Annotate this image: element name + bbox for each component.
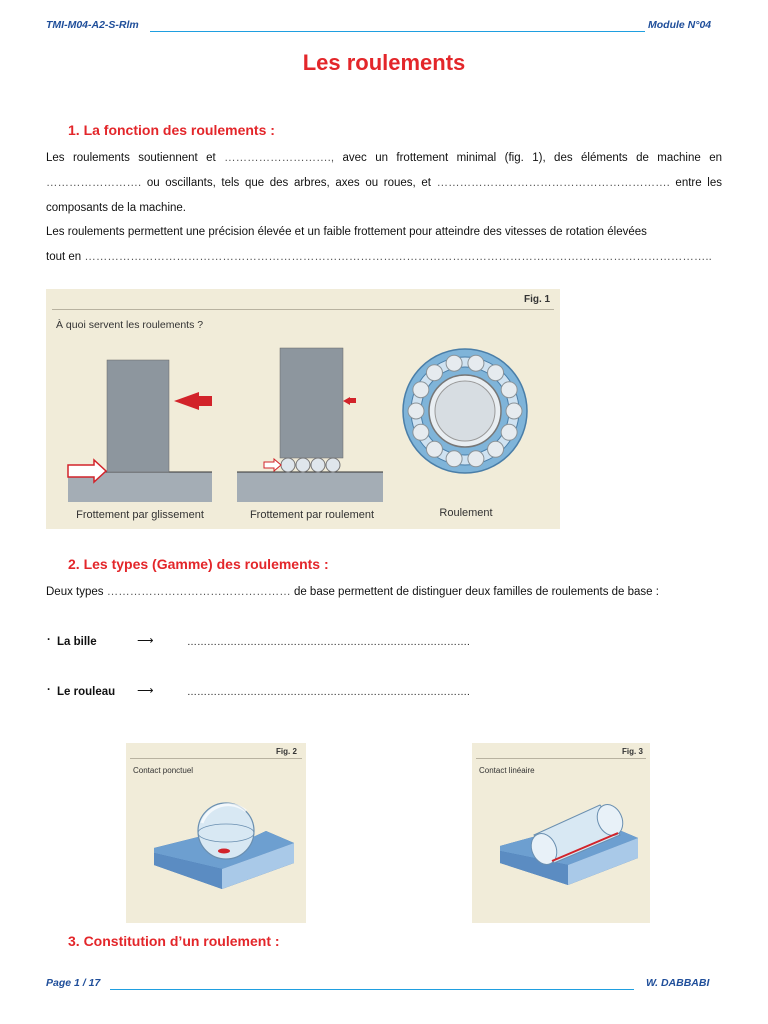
ground-block xyxy=(237,472,383,502)
footer-rule xyxy=(110,989,634,990)
roller xyxy=(326,458,340,472)
figure-2 xyxy=(126,743,306,923)
friction-arrow-outline-small xyxy=(264,459,281,471)
figure-question: À quoi servent les roulements ? xyxy=(56,319,204,331)
bearing-ball xyxy=(488,441,504,457)
arrow-icon: ⟶ xyxy=(137,685,154,697)
text: Les roulements soutiennent et xyxy=(46,152,216,164)
blank-dots: ……………………. xyxy=(46,177,142,189)
bearing-ball xyxy=(501,382,517,398)
figure-label: Fig. 2 xyxy=(276,747,297,756)
header-right: Module N°04 xyxy=(648,19,712,31)
figure-3 xyxy=(472,743,650,923)
text: entre les xyxy=(675,177,722,189)
text: avec un frottement minimal (fig. 1), des éléments de machine en xyxy=(342,152,722,164)
footer-left: Page 1 / 17 xyxy=(46,977,101,989)
blank-dots: ……………………………………………………. xyxy=(436,177,670,189)
section2-line xyxy=(46,580,659,605)
header-left: TMI-M04-A2-S-Rlm xyxy=(46,19,139,31)
item-label: Le rouleau xyxy=(57,686,116,698)
push-bar xyxy=(349,398,356,403)
bearing-ball xyxy=(468,355,484,371)
line-contact-illustration xyxy=(472,743,650,923)
item-label: La bille xyxy=(57,636,97,648)
bearing-ball xyxy=(426,365,442,381)
section1-heading: 1. La fonction des roulements : xyxy=(68,122,275,138)
rolling-block xyxy=(280,348,343,458)
caption-rolling: Frottement par roulement xyxy=(249,509,375,521)
caption-bearing: Roulement xyxy=(439,507,493,519)
roller xyxy=(296,458,310,472)
section1-line4: Les roulements permettent une précision élevée et un faible frottement pour atteindre des vitesses de rotation élevées xyxy=(46,226,647,238)
blank-dots: …………………………………………………………………………. xyxy=(187,637,470,648)
blank-dots: ……………………………………………………………………………………………………………………………………………….. xyxy=(84,251,712,263)
caption-sliding: Frottement par glissement xyxy=(76,509,204,521)
bullet: · xyxy=(47,684,51,696)
section3-heading: 3. Constitution d’un roulement : xyxy=(68,933,280,949)
figure-label: Fig. 1 xyxy=(524,294,551,305)
bearing-ball xyxy=(506,403,522,419)
bearing-ball xyxy=(413,382,429,398)
bearing-ball xyxy=(446,451,462,467)
figure-title: Contact linéaire xyxy=(479,766,535,775)
roller xyxy=(311,458,325,472)
bearing-ball xyxy=(468,451,484,467)
blank-dots: ………………………., xyxy=(224,152,335,164)
blank-dots: …………………………………………………………………………. xyxy=(187,687,470,698)
roller xyxy=(281,458,295,472)
bearing-ball xyxy=(446,355,462,371)
footer-right: W. DABBABI xyxy=(646,977,710,989)
header-rule xyxy=(150,31,645,32)
sliding-block xyxy=(107,360,169,472)
bearing-ball xyxy=(501,424,517,440)
push-bar xyxy=(194,396,212,406)
section1-line1 xyxy=(46,146,722,171)
section1-line3: composants de la machine. xyxy=(46,202,186,214)
figure-1-illustration xyxy=(46,289,560,529)
section1-line2 xyxy=(46,171,722,196)
bullet: · xyxy=(47,634,51,646)
figure-label: Fig. 3 xyxy=(622,747,643,756)
text: tout en xyxy=(46,251,82,263)
bearing-ball xyxy=(413,424,429,440)
text: Deux types xyxy=(46,586,104,598)
bearing-ball xyxy=(488,365,504,381)
blank-dots: ………………………………………… xyxy=(106,586,291,598)
point-contact-illustration xyxy=(126,743,306,923)
section1-line5 xyxy=(46,245,722,270)
arrow-icon: ⟶ xyxy=(137,635,154,647)
text: ou oscillants, tels que des arbres, axes ou roues, et xyxy=(146,177,431,189)
bearing-drawing xyxy=(403,349,527,473)
figure-1 xyxy=(46,289,560,529)
bearing-ball xyxy=(408,403,424,419)
page-title: Les roulements xyxy=(302,50,466,75)
text: de base permettent de distinguer deux familles de roulements de base : xyxy=(293,586,659,598)
section2-heading: 2. Les types (Gamme) des roulements : xyxy=(68,556,329,572)
bearing-ball xyxy=(426,441,442,457)
figure-title: Contact ponctuel xyxy=(133,766,194,775)
